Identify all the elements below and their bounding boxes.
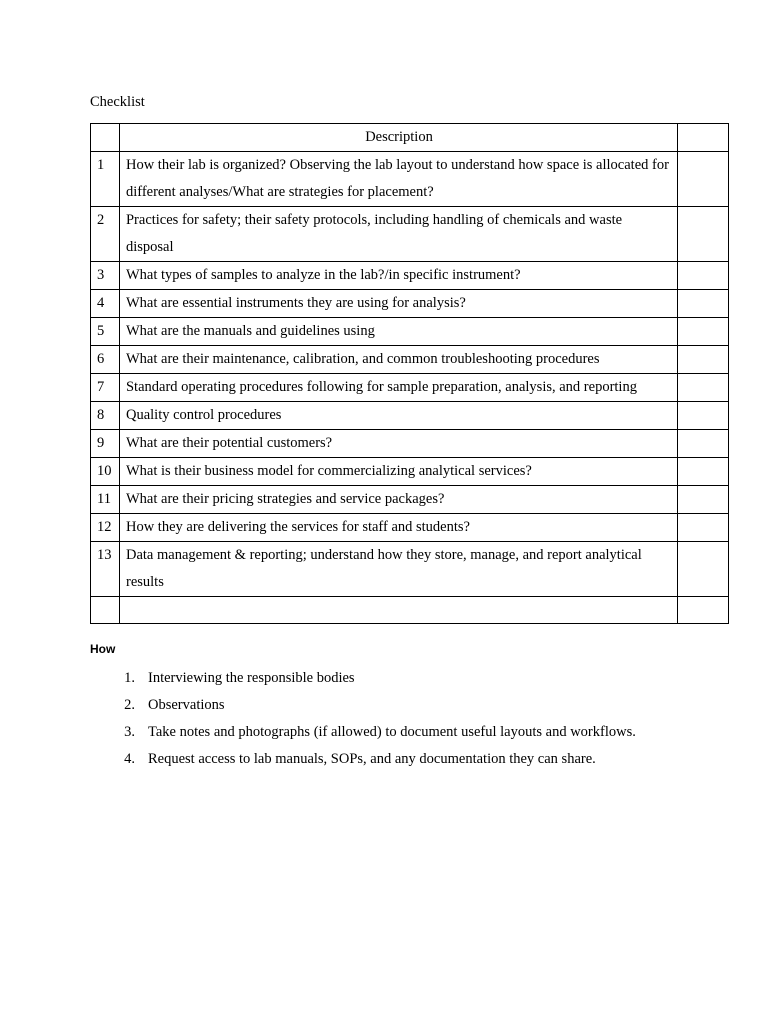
table-row (91, 207, 729, 262)
table-row (91, 374, 729, 402)
table-row (91, 402, 729, 430)
page-heading: Checklist (90, 94, 145, 110)
row-number: 2 (91, 207, 120, 262)
table-row (91, 458, 729, 486)
row-number: 12 (91, 514, 120, 542)
list-item-text: Observations (148, 697, 225, 713)
list-item-text: Take notes and photographs (if allowed) to document useful layouts and workflows. (148, 724, 636, 740)
table-row-empty (91, 597, 729, 624)
row-description: What are essential instruments they are using for analysis? (119, 290, 677, 318)
row-description: What is their business model for commercializing analytical services? (119, 458, 677, 486)
row-description: Quality control procedures (119, 402, 677, 430)
row-check-cell (678, 318, 729, 346)
row-check-cell (678, 597, 729, 624)
row-check-cell (678, 152, 729, 207)
list-item (90, 665, 636, 692)
row-number: 13 (91, 542, 120, 597)
row-description: What are their maintenance, calibration, and common troubleshooting procedures (119, 346, 677, 374)
table-row (91, 430, 729, 458)
table-row (91, 346, 729, 374)
list-marker: 3. (124, 724, 135, 740)
checklist-table (90, 123, 729, 624)
how-list (90, 665, 636, 773)
row-description: What are their potential customers? (119, 430, 677, 458)
row-check-cell (678, 374, 729, 402)
row-description: What are the manuals and guidelines using (119, 318, 677, 346)
row-check-cell (678, 486, 729, 514)
row-description: What are their pricing strategies and service packages? (119, 486, 677, 514)
table-row (91, 542, 729, 597)
row-number: 6 (91, 346, 120, 374)
table-row (91, 318, 729, 346)
row-number: 8 (91, 402, 120, 430)
row-description (119, 597, 677, 624)
header-description-cell: Description (119, 124, 677, 152)
table-row (91, 290, 729, 318)
row-check-cell (678, 402, 729, 430)
row-description: How they are delivering the services for staff and students? (119, 514, 677, 542)
row-check-cell (678, 290, 729, 318)
how-heading: How (90, 642, 116, 656)
row-number: 7 (91, 374, 120, 402)
table-row (91, 262, 729, 290)
row-check-cell (678, 542, 729, 597)
list-item (90, 746, 636, 773)
list-marker: 2. (124, 697, 135, 713)
row-check-cell (678, 207, 729, 262)
table-row (91, 152, 729, 207)
row-check-cell (678, 430, 729, 458)
table-row (91, 486, 729, 514)
row-number: 9 (91, 430, 120, 458)
row-number: 3 (91, 262, 120, 290)
list-item (90, 692, 636, 719)
list-item (90, 719, 636, 746)
row-description: How their lab is organized? Observing the lab layout to understand how space is allocated for different analyses/What are strategies for placement? (119, 152, 677, 207)
table-row (91, 514, 729, 542)
row-description: Practices for safety; their safety protocols, including handling of chemicals and waste disposal (119, 207, 677, 262)
header-check-cell (678, 124, 729, 152)
row-check-cell (678, 262, 729, 290)
list-marker: 4. (124, 751, 135, 767)
row-check-cell (678, 346, 729, 374)
row-description: What types of samples to analyze in the lab?/in specific instrument? (119, 262, 677, 290)
list-item-text: Request access to lab manuals, SOPs, and any documentation they can share. (148, 751, 596, 767)
header-number-cell (91, 124, 120, 152)
row-number: 11 (91, 486, 120, 514)
row-number: 4 (91, 290, 120, 318)
row-number (91, 597, 120, 624)
row-check-cell (678, 514, 729, 542)
row-description: Standard operating procedures following for sample preparation, analysis, and reporting (119, 374, 677, 402)
table-header-row (91, 124, 729, 152)
row-description: Data management & reporting; understand how they store, manage, and report analytical results (119, 542, 677, 597)
list-item-text: Interviewing the responsible bodies (148, 670, 355, 686)
row-number: 1 (91, 152, 120, 207)
row-number: 5 (91, 318, 120, 346)
row-check-cell (678, 458, 729, 486)
list-marker: 1. (124, 670, 135, 686)
row-number: 10 (91, 458, 120, 486)
